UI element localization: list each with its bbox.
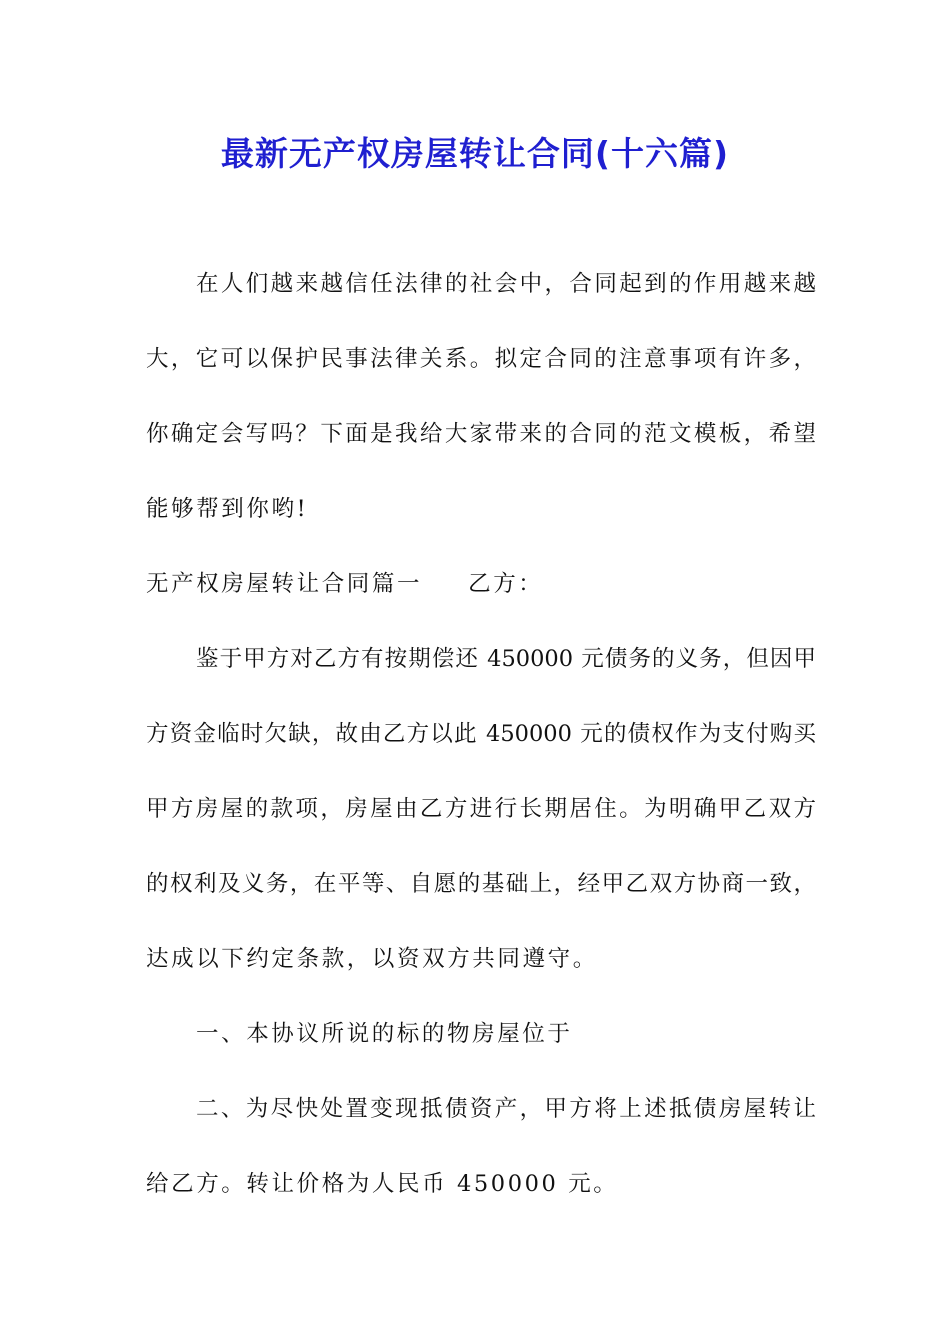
section-heading-row xyxy=(146,568,816,600)
intro-line-2: 大，它可以保护民事法律关系。拟定合同的注意事项有许多， xyxy=(146,346,816,372)
recital-line-4: 的权利及义务，在平等、自愿的基础上，经甲乙双方协商一致， xyxy=(146,871,816,897)
recital-line-3: 甲方房屋的款项，房屋由乙方进行长期居住。为明确甲乙双方 xyxy=(146,796,816,822)
intro-line-1: 在人们越来越信任法律的社会中，合同起到的作用越来越 xyxy=(196,271,816,297)
clause-2-line-2: 给乙方。转让价格为人民币 450000 元。 xyxy=(146,1171,619,1197)
party-b-label: 乙方： xyxy=(468,571,544,597)
recital-line-5: 达成以下约定条款，以资双方共同遵守。 xyxy=(146,946,598,972)
recital-line-1: 鉴于甲方对乙方有按期偿还 450000 元债务的义务，但因甲 xyxy=(196,646,816,672)
clause-1: 一、本协议所说的标的物房屋位于 xyxy=(196,1021,573,1047)
recital-line-2: 方资金临时欠缺，故由乙方以此 450000 元的债权作为支付购买 xyxy=(146,721,816,747)
intro-line-4: 能够帮到你哟! xyxy=(146,496,309,522)
intro-line-3: 你确定会写吗？下面是我给大家带来的合同的范文模板，希望 xyxy=(146,421,816,447)
clause-2-line-1: 二、为尽快处置变现抵债资产，甲方将上述抵债房屋转让 xyxy=(196,1096,816,1122)
section-heading: 无产权房屋转让合同篇一 xyxy=(146,571,423,597)
document-title: 最新无产权房屋转让合同(十六篇) xyxy=(220,134,730,173)
